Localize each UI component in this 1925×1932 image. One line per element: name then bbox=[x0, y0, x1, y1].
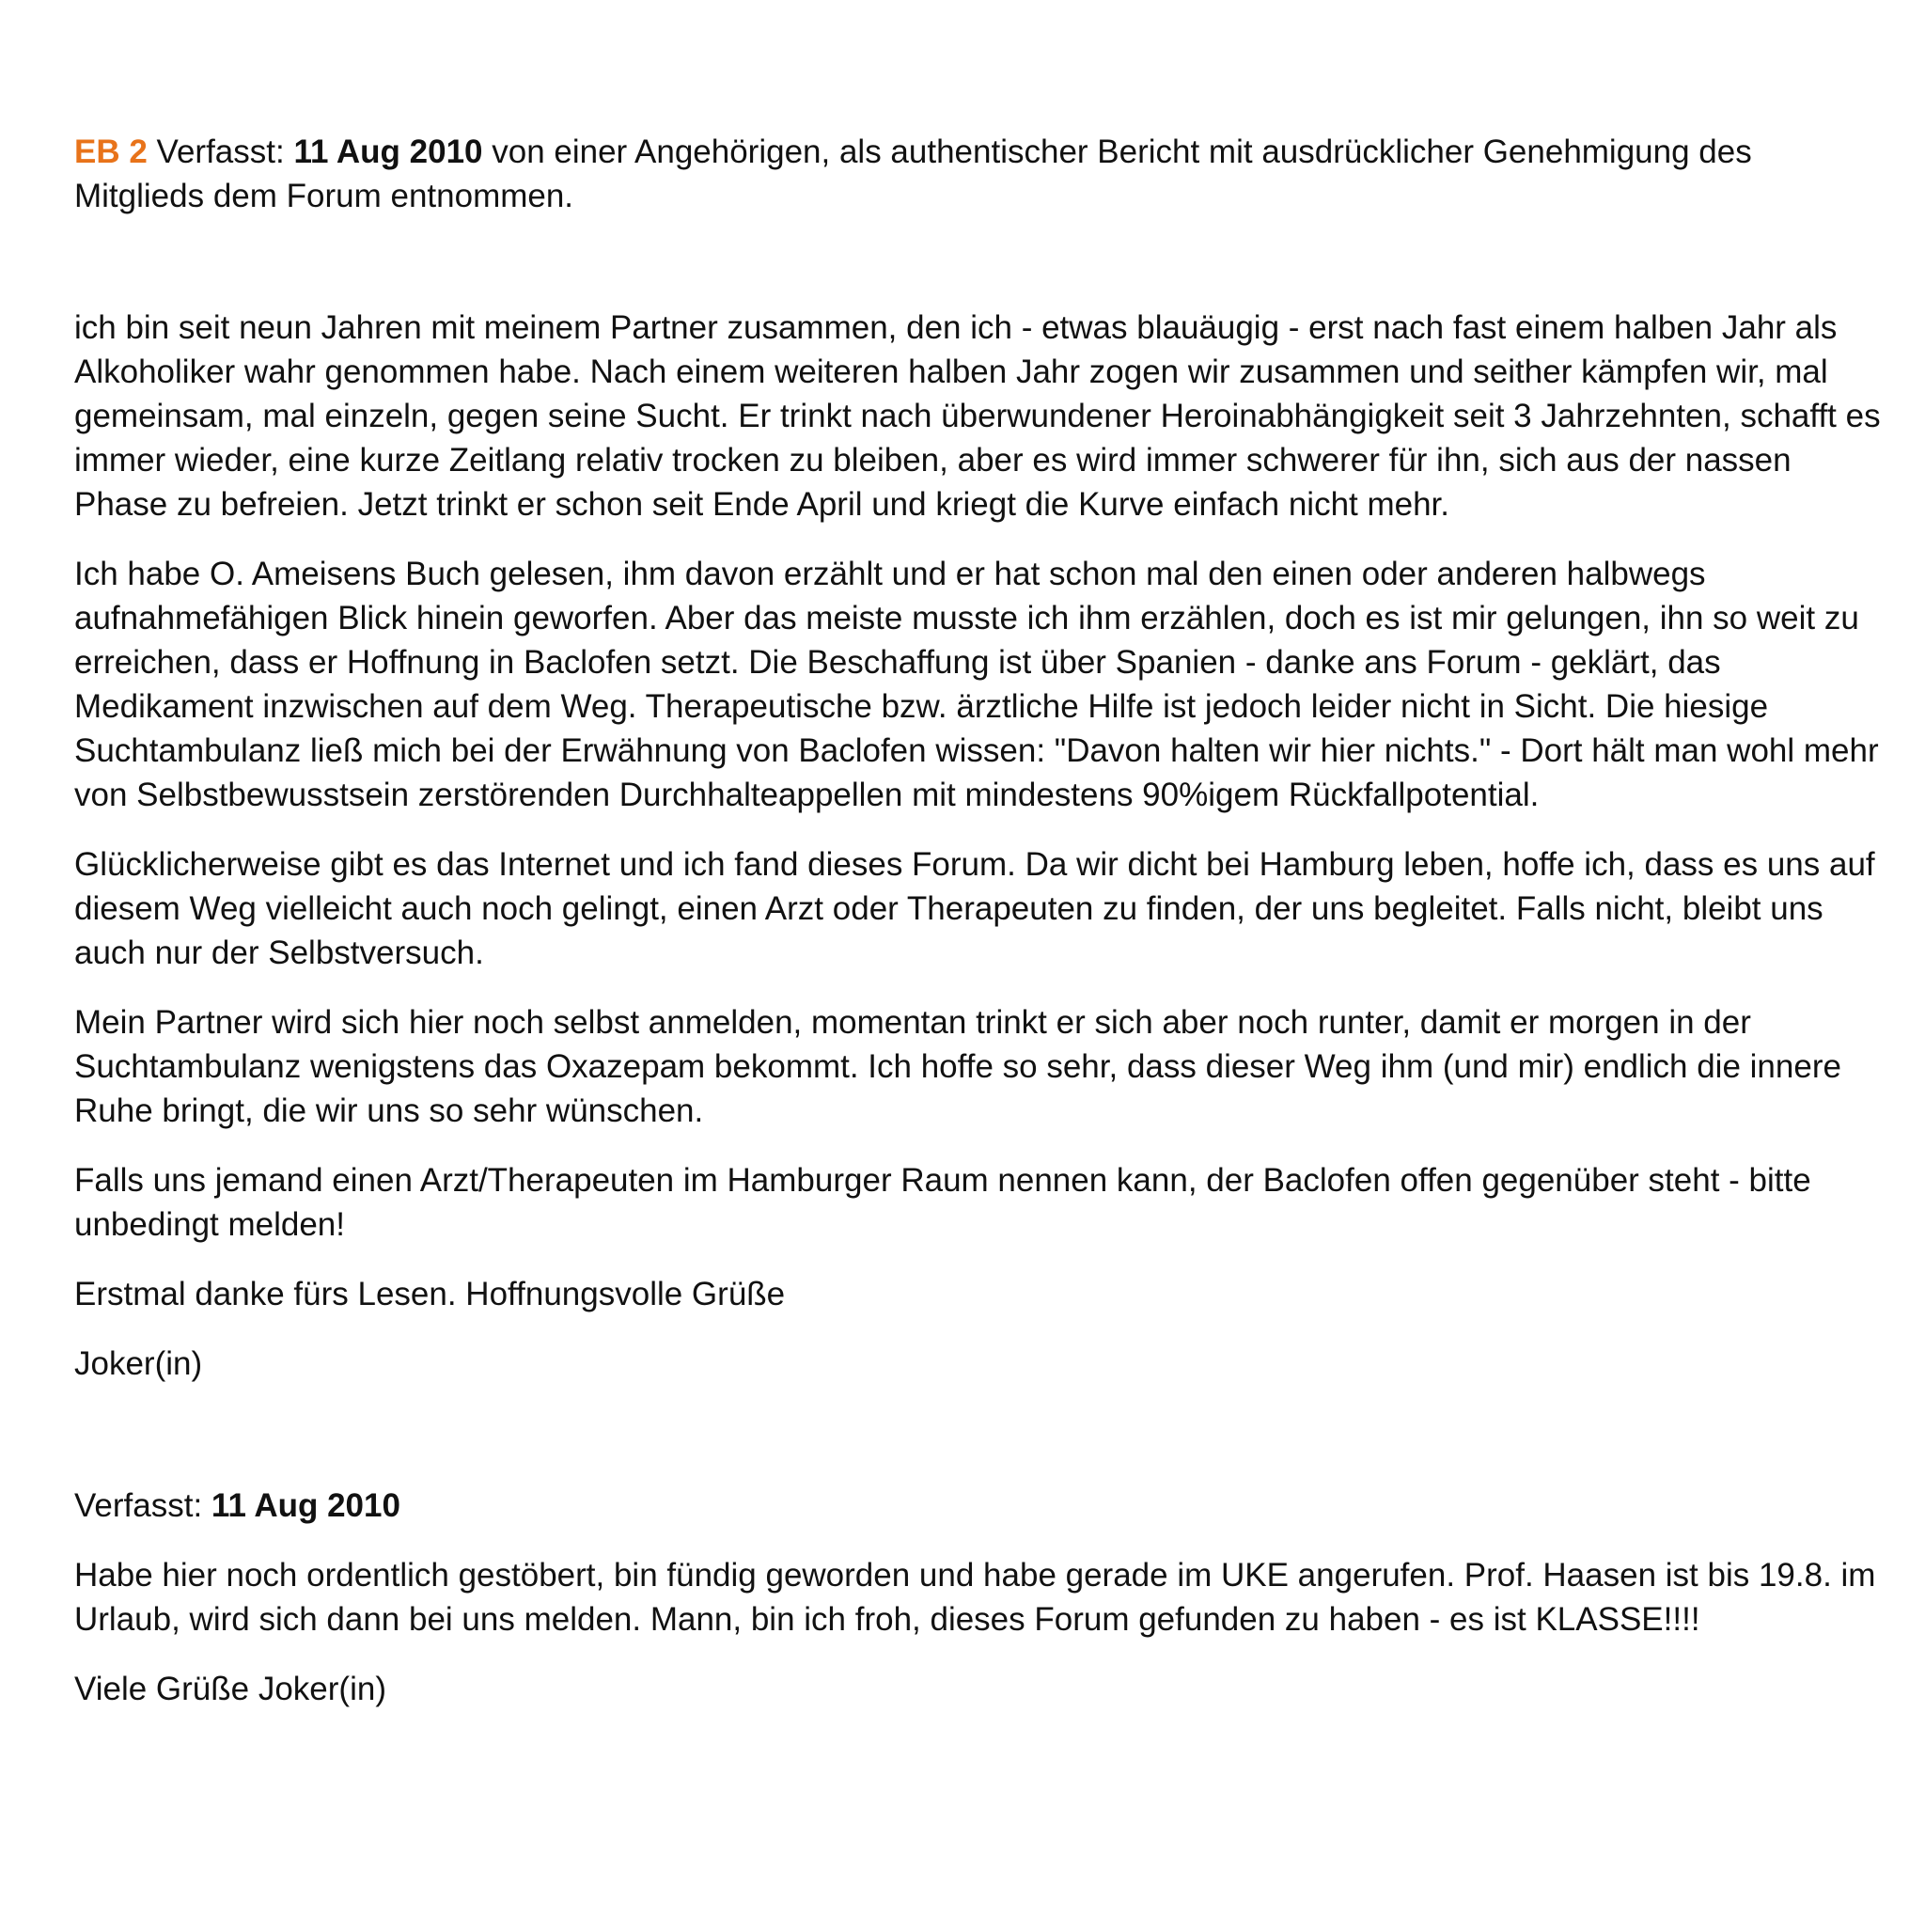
post-tag: EB 2 bbox=[74, 134, 148, 170]
post-intro: von einer Angehörigen, als authentischer Bericht mit ausdrücklicher Genehmigung des Mitglieds dem Forum entnommen. bbox=[74, 134, 1752, 214]
post1-signature: Joker(in) bbox=[74, 1345, 203, 1382]
post-date: 11 Aug 2010 bbox=[211, 1487, 400, 1524]
post1-paragraph: Glücklicherweise gibt es das Internet und ich fand dieses Forum. Da wir dicht bei Hamburg leben, hoffe ich, dass es uns auf diesem Weg vielleicht auch noch gelingt, einen Arzt oder Therapeuten zu finden, der uns begleitet. Falls nicht, bleibt uns auch nur der Selbstversuch. bbox=[74, 846, 1875, 971]
post2-signature: Viele Grüße Joker(in) bbox=[74, 1671, 386, 1707]
post1-paragraph: Mein Partner wird sich hier noch selbst anmelden, momentan trinkt er sich aber noch runter, damit er morgen in der Suchtambulanz wenigstens das Oxazepam bekommt. Ich hoffe so sehr, dass dieser Weg ihm (und mir) endlich die innere Ruhe bringt, die wir uns so sehr wünschen. bbox=[74, 1004, 1841, 1129]
document-page bbox=[74, 130, 1888, 1736]
post2-paragraph: Habe hier noch ordentlich gestöbert, bin fündig geworden und habe gerade im UKE angerufen. Prof. Haasen ist bis 19.8. im Urlaub, wird sich dann bei uns melden. Mann, bin ich froh, dieses Forum gefunden zu haben - es ist KLASSE!!!! bbox=[74, 1557, 1876, 1638]
post1-paragraph: ich bin seit neun Jahren mit meinem Partner zusammen, den ich - etwas blauäugig - erst nach fast einem halben Jahr als Alkoholiker wahr genommen habe. Nach einem weiteren halben Jahr zogen wir zusammen und seither kämpfen wir, mal gemeinsam, mal einzeln, gegen seine Sucht. Er trinkt nach überwundener Heroinabhängigkeit seit 3 Jahrzehnten, schafft es immer wieder, eine kurze Zeitlang relativ trocken zu bleiben, aber es wird immer schwerer für ihn, sich aus der nassen Phase zu befreien. Jetzt trinkt er schon seit Ende April und kriegt die Kurve einfach nicht mehr. bbox=[74, 309, 1881, 523]
post1-closing: Erstmal danke fürs Lesen. Hoffnungsvolle Grüße bbox=[74, 1276, 786, 1312]
spacer bbox=[74, 1411, 1888, 1484]
verfasst-label: Verfasst: bbox=[156, 134, 285, 170]
post1-paragraph: Falls uns jemand einen Arzt/Therapeuten im Hamburger Raum nennen kann, der Baclofen offen gegenüber steht - bitte unbedingt melden! bbox=[74, 1162, 1811, 1243]
spacer bbox=[74, 218, 1888, 306]
post1-header bbox=[74, 130, 1888, 218]
post-date: 11 Aug 2010 bbox=[293, 134, 483, 170]
verfasst-label: Verfasst: bbox=[74, 1487, 203, 1524]
post1-paragraph: Ich habe O. Ameisens Buch gelesen, ihm davon erzählt und er hat schon mal den einen oder anderen halbwegs aufnahmefähigen Blick hinein geworfen. Aber das meiste musste ich ihm erzählen, doch es ist mir gelungen, ihn so weit zu erreichen, dass er Hoffnung in Baclofen setzt. Die Beschaffung ist über Spanien - danke ans Forum - geklärt, das Medikament inzwischen auf dem Weg. Therapeutische bzw. ärztliche Hilfe ist jedoch leider nicht in Sicht. Die hiesige Suchtambulanz ließ mich bei der Erwähnung von Baclofen wissen: "Davon halten wir hier nichts." - Dort hält man wohl mehr von Selbstbewusstsein zerstörenden Durchhalteappellen mit mindestens 90%igem Rückfallpotential. bbox=[74, 556, 1879, 813]
post2-header bbox=[74, 1484, 1888, 1528]
